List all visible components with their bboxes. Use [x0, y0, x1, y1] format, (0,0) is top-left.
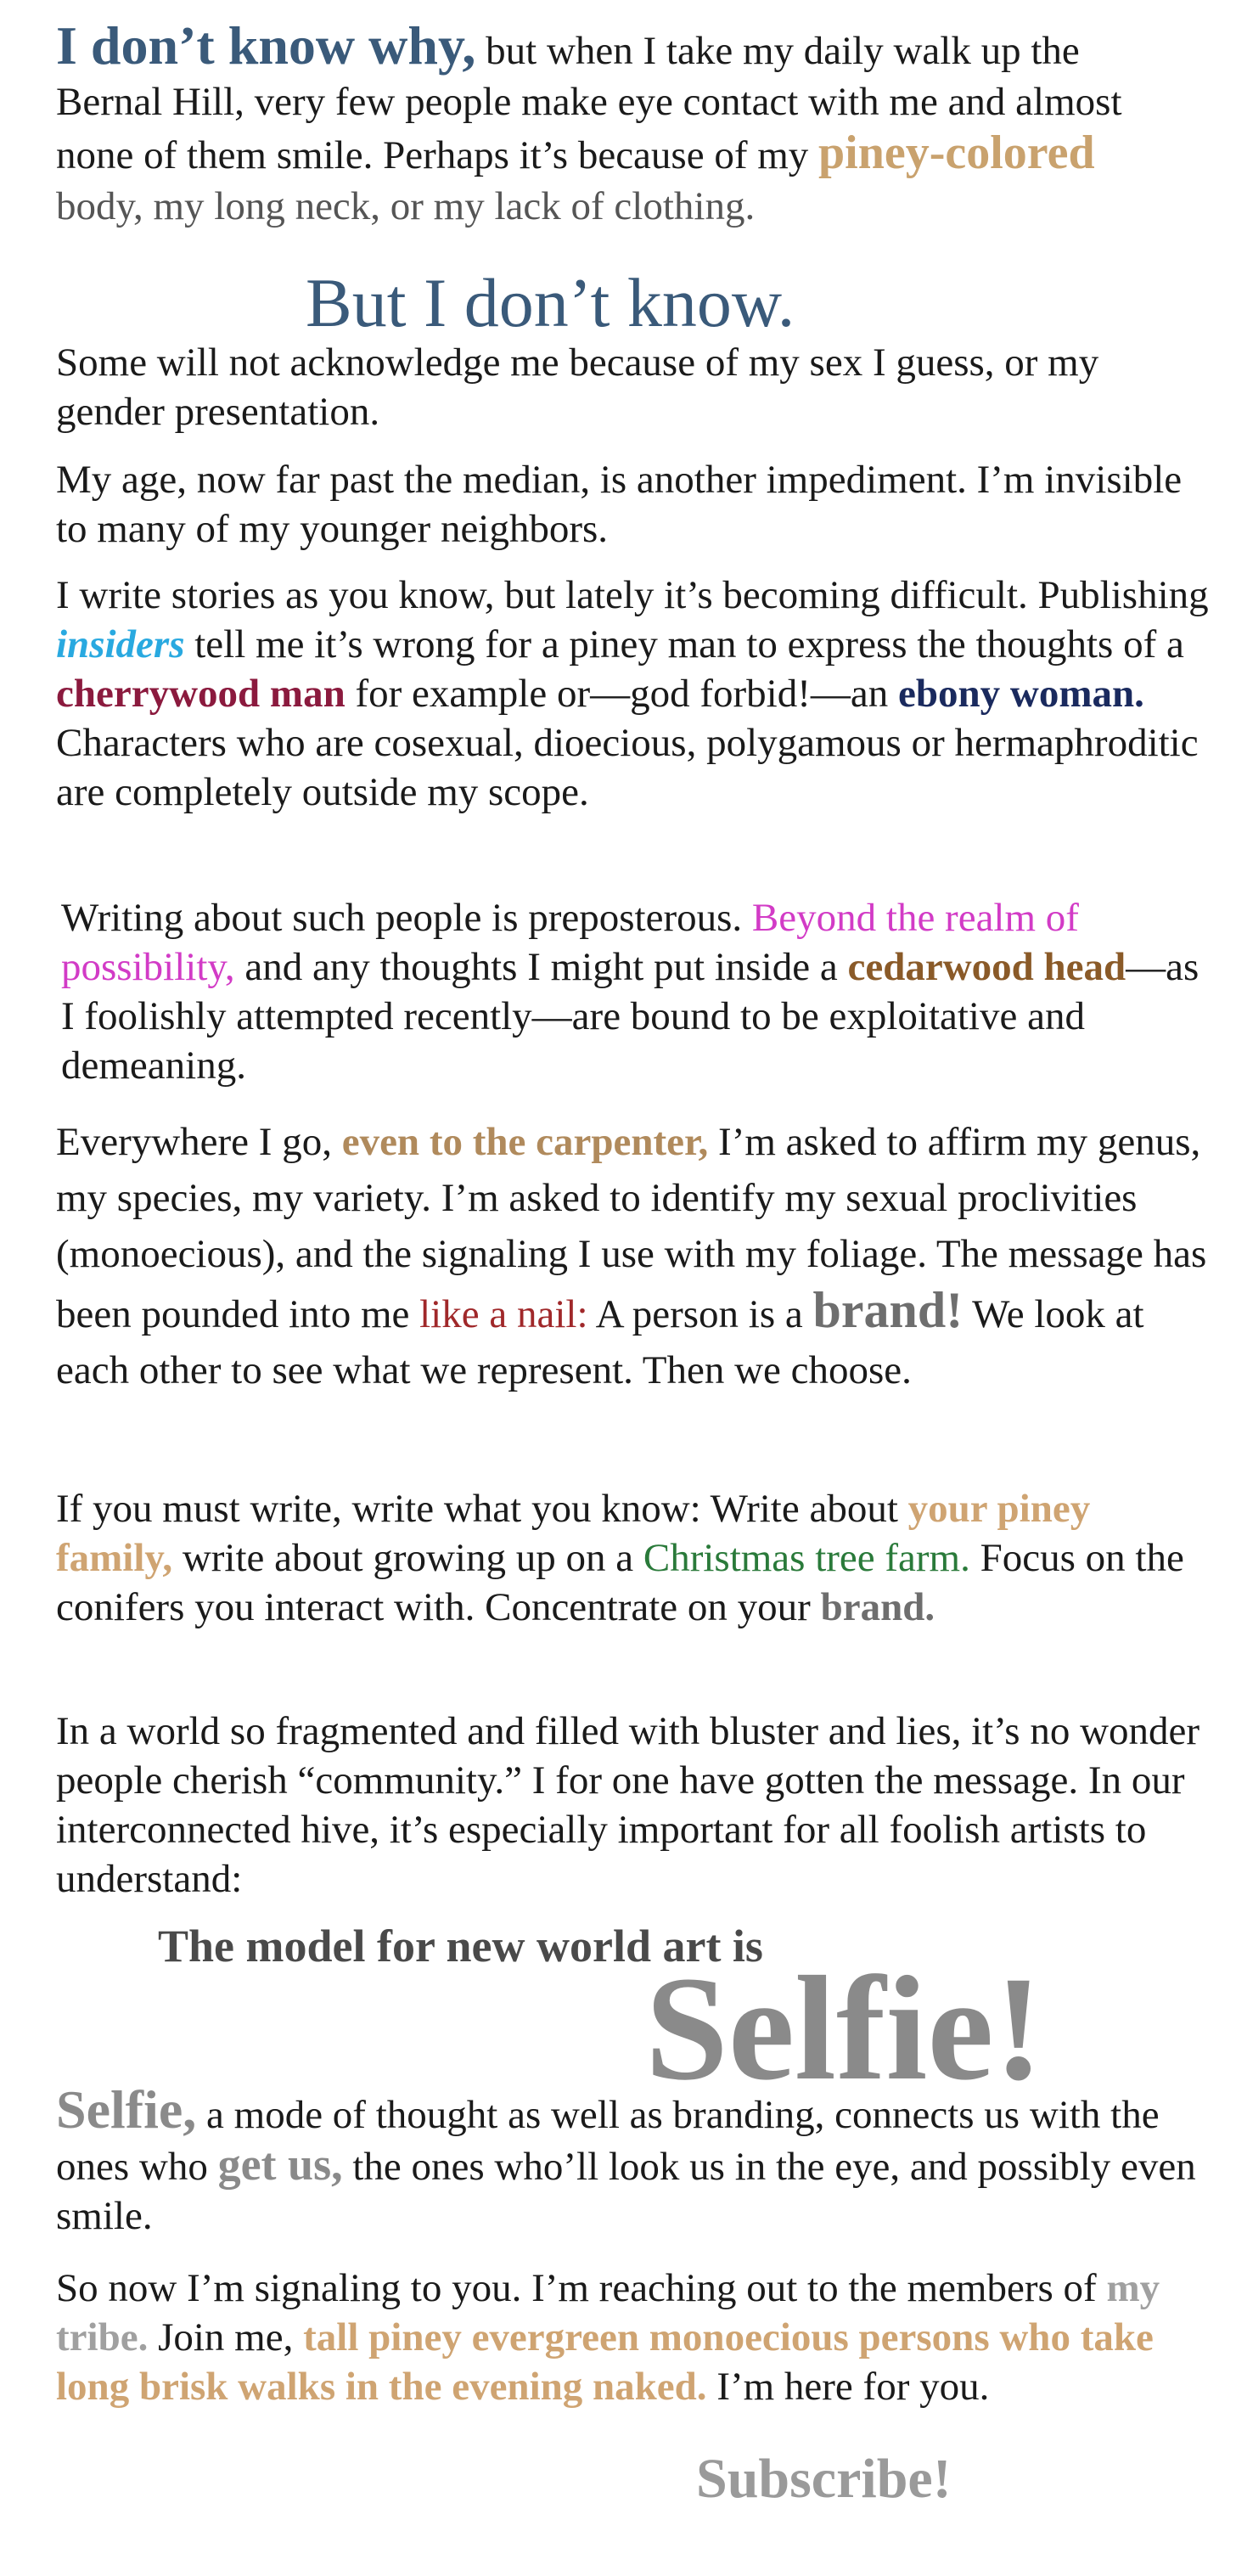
nail-phrase: like a nail:	[419, 1292, 588, 1336]
intro-text-2: body, my long neck, or my lack of clothing.	[56, 184, 756, 228]
preposterous-text-1: Writing about such people is preposterous.	[61, 896, 752, 940]
lead-phrase: I don’t know why,	[56, 15, 476, 76]
stories-text-2: tell me it’s wrong for a piney man to express the thoughts of a	[184, 622, 1184, 666]
paragraph-everywhere	[56, 1114, 1219, 1398]
everywhere-text-1: Everywhere I go,	[56, 1120, 342, 1164]
paragraph-age: My age, now far past the median, is another impediment. I’m invisible to many of my younger neighbors.	[56, 458, 1183, 551]
signaling-text-2: Join me,	[148, 2315, 304, 2359]
christmas-tree-farm-phrase: Christmas tree farm.	[643, 1536, 970, 1580]
everywhere-text-4: We look at each other to see what we represent. Then we choose.	[56, 1292, 1144, 1392]
everywhere-text-2: I’m asked to affirm my genus, my species, my variety. I’m asked to identify my sexual proclivities (monoecious), and the signaling I use with my foliage. The message has been pounded into me	[56, 1120, 1207, 1336]
paragraph-write-what-you-know	[56, 1484, 1202, 1632]
write-text-1: If you must write, write what you know: Write about	[56, 1487, 908, 1531]
paragraph-fragmented: In a world so fragmented and filled with bluster and lies, it’s no wonder people cherish “community.” I for one have gotten the message. In our interconnected hive, it’s especially important for all foolish artists to understand:	[56, 1709, 1200, 1901]
preposterous-text-3: —as I foolishly attempted recently—are bound to be exploitative and demeaning.	[61, 945, 1199, 1088]
tall-piney-phrase: tall piney evergreen monoecious persons who take long brisk walks in the evening naked.	[56, 2315, 1154, 2409]
intro-text-1: but when I take my daily walk up the Bernal Hill, very few people make eye contact with me and almost none of them smile. Perhaps it’s because of my	[56, 29, 1122, 177]
piney-colored-phrase: piney-colored	[818, 127, 1095, 179]
signaling-text-1: So now I’m signaling to you. I’m reaching out to the members of	[56, 2266, 1107, 2310]
beyond-realm-phrase: Beyond the realm of possibility,	[61, 896, 1079, 989]
stories-text-1: I write stories as you know, but lately it’s becoming difficult. Publishing	[56, 573, 1209, 617]
carpenter-phrase: even to the carpenter,	[341, 1120, 709, 1164]
brand-small-phrase: brand.	[820, 1585, 935, 1629]
selfie-lead-word: Selfie,	[56, 2079, 197, 2140]
everywhere-text-3: A person is a	[587, 1292, 813, 1336]
preposterous-text-2: and any thoughts I might put inside a	[234, 945, 848, 989]
insiders-phrase: insiders	[56, 622, 185, 666]
stories-text-3: for example or—god forbid!—an	[345, 672, 898, 716]
signaling-text-3: I’m here for you.	[706, 2365, 990, 2409]
paragraph-preposterous	[61, 893, 1207, 1090]
cedarwood-phrase: cedarwood head	[847, 945, 1126, 989]
stories-text-4: Characters who are cosexual, dioecious, polygamous or hermaphroditic are completely outside my scope.	[56, 721, 1199, 814]
ebony-phrase: ebony woman.	[898, 672, 1144, 716]
paragraph-sex: Some will not acknowledge me because of my sex I guess, or my gender presentation.	[56, 340, 1099, 434]
selfie-big-text: Selfie!	[645, 1946, 1044, 2112]
selfie-text-2: the ones who’ll look us in the eye, and possibly even smile.	[56, 2145, 1196, 2238]
get-us-phrase: get us,	[217, 2139, 343, 2190]
subscribe-text: Subscribe!	[696, 2448, 952, 2510]
write-text-3: Focus on the conifers you interact with. Concentrate on your	[56, 1536, 1184, 1629]
cherrywood-phrase: cherrywood man	[56, 672, 346, 716]
model-line: The model for new world art is	[158, 1921, 763, 1971]
paragraph-stories	[56, 571, 1219, 817]
heading-but-i-dont-know: But I don’t know.	[306, 264, 795, 341]
paragraph-selfie	[56, 2079, 1219, 2241]
brand-phrase: brand!	[812, 1282, 964, 1338]
selfie-text-1: a mode of thought as well as branding, connects us with the ones who	[56, 2093, 1160, 2189]
paragraph-signaling	[56, 2264, 1177, 2411]
my-tribe-phrase: my tribe.	[56, 2266, 1160, 2359]
write-text-2: write about growing up on a	[172, 1536, 643, 1580]
paragraph-intro	[56, 15, 1185, 232]
piney-family-phrase: your piney family,	[56, 1487, 1091, 1580]
